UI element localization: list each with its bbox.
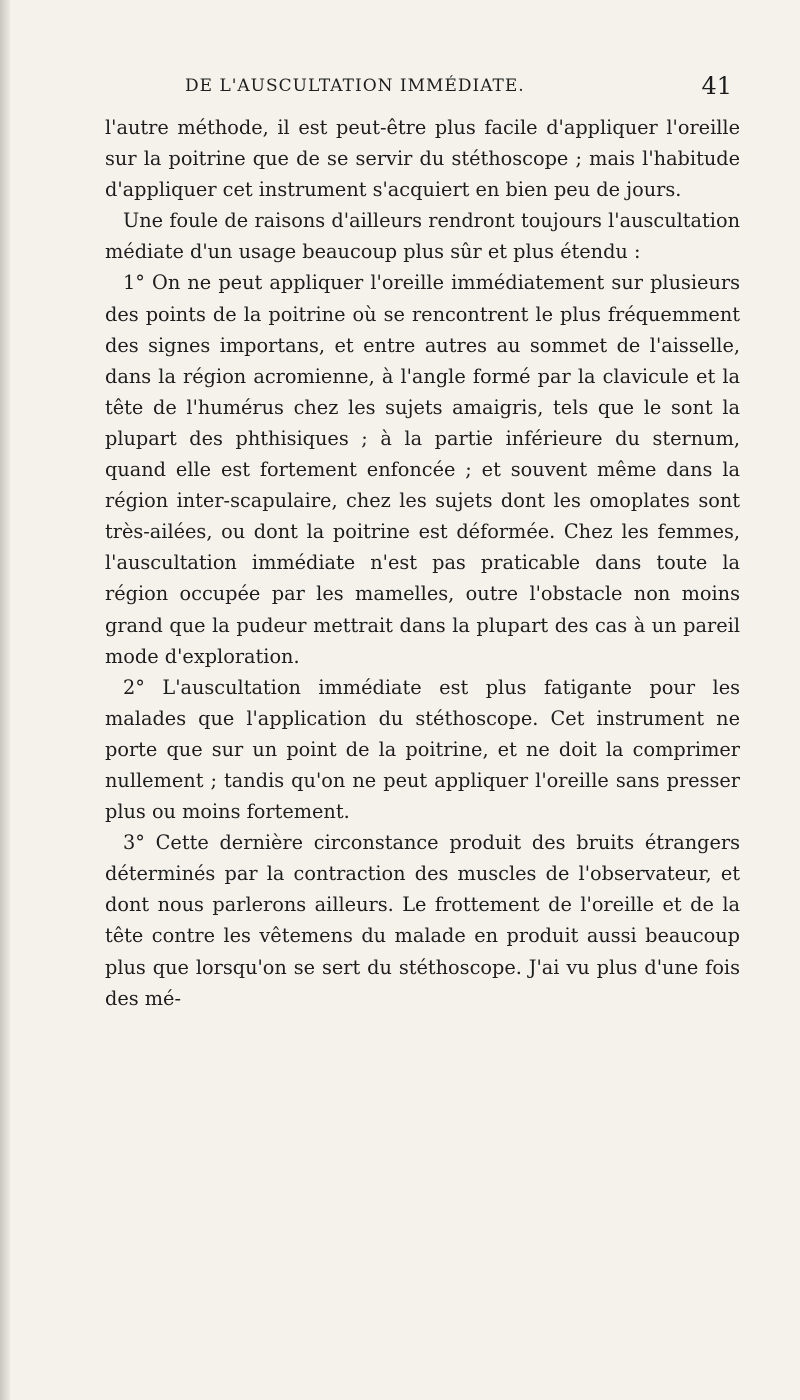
text-block — [105, 72, 740, 1014]
page-binding-edge — [0, 0, 10, 1400]
paragraph-point-2: 2° L'auscultation immédiate est plus fatigante pour les malades que l'application du stéthoscope. Cet instrument ne porte que sur un point de la poitrine, et ne doit la comprimer nullement ; tandis qu'on ne peut appliquer l'oreille sans presser plus ou moins fortement. — [105, 675, 740, 824]
running-head-title: DE L'AUSCULTATION IMMÉDIATE. — [185, 76, 525, 96]
paragraph-point-3: 3° Cette dernière circonstance produit des bruits étrangers déterminés par la contraction des muscles de l'observateur, et dont nous parlerons ailleurs. Le frottement de l'oreille et de la tête contre les vêtemens du malade en produit aussi beaucoup plus que lorsqu'on se sert du stéthoscope. J'ai vu plus d'une fois des mé- — [105, 831, 740, 1010]
paragraph-continuation: l'autre méthode, il est peut-être plus facile d'appliquer l'oreille sur la poitrine que de se servir du stéthoscope ; mais l'habitude d'appliquer cet instrument s'acquiert en bien peu de jours. — [105, 116, 740, 202]
paragraph-reasons-intro: Une foule de raisons d'ailleurs rendront toujours l'auscultation médiate d'un usage beaucoup plus sûr et plus étendu : — [105, 209, 740, 264]
page-number: 41 — [701, 72, 732, 100]
body-text — [105, 112, 740, 1014]
running-head — [105, 72, 740, 112]
paragraph-point-1: 1° On ne peut appliquer l'oreille immédiatement sur plusieurs des points de la poitrine où se rencontrent le plus fréquemment des signes importans, et entre autres au sommet de l'aisselle, dans la région acromienne, à l'angle formé par la clavicule et la tête de l'humérus chez les sujets amaigris, tels que le sont la plupart des phthisiques ; à la partie inférieure du sternum, quand elle est fortement enfoncée ; et souvent même dans la région inter-scapulaire, chez les sujets dont les omoplates sont très-ailées, ou dont la poitrine est déformée. Chez les femmes, l'auscultation immédiate n'est pas praticable dans toute la région occupée par les mamelles, outre l'obstacle non moins grand que la pudeur mettrait dans la plupart des cas à un pareil mode d'exploration. — [105, 271, 740, 668]
